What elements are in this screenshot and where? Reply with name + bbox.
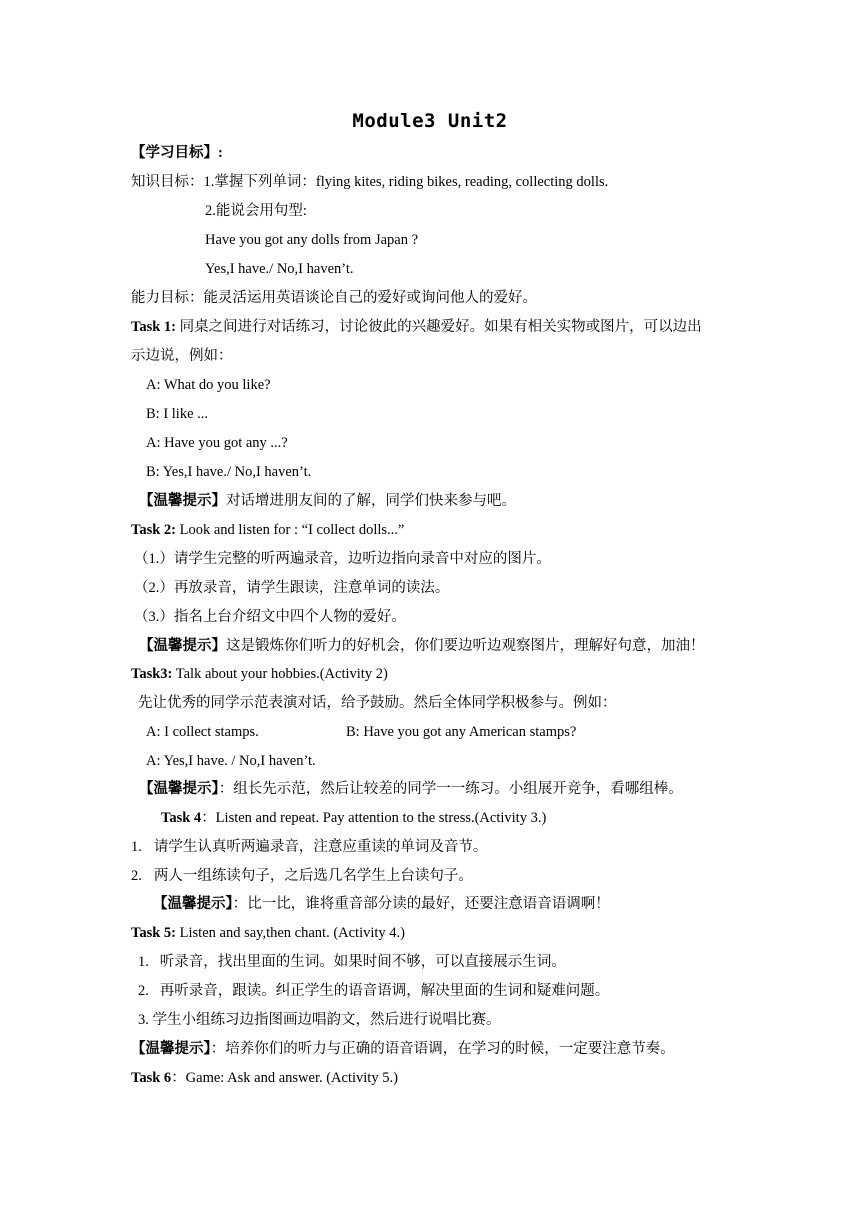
task4-label: Task 4 bbox=[161, 810, 202, 826]
knowledge-label: 知识目标： bbox=[131, 174, 204, 190]
step-text: 两人一组练读句子，之后选几名学生上台读句子。 bbox=[153, 868, 473, 884]
task5-step: 2. 再听录音，跟读。纠正学生的语音语调，解决里面的生词和疑难问题。 bbox=[138, 983, 610, 999]
tip-label: 【温馨提示】 bbox=[139, 638, 226, 654]
ability-objective: 能力目标：能灵活运用英语谈论自己的爱好或询问他人的爱好。 bbox=[131, 290, 537, 306]
tip-text: ：培养你们的听力与正确的语音语调，在学习的时候，一定要注意节奏。 bbox=[210, 1041, 675, 1057]
task2-label: Task 2: bbox=[131, 522, 177, 538]
task1-dialog-line: A: What do you like? bbox=[146, 377, 271, 393]
task2-step: （1.）请学生完整的听两遍录音，边听边指向录音中对应的图片。 bbox=[134, 551, 551, 567]
task2-step: （3.）指名上台介绍文中四个人物的爱好。 bbox=[134, 609, 406, 625]
task4-tip bbox=[153, 894, 610, 914]
task2-tip bbox=[139, 636, 705, 656]
sentence-2: Yes,I have./ No,I haven’t. bbox=[205, 261, 354, 277]
task3-dialog-a1: A: I collect stamps. bbox=[146, 724, 259, 740]
sentence-1: Have you got any dolls from Japan ? bbox=[205, 232, 419, 248]
objectives-heading: 【学习目标】: bbox=[131, 145, 223, 161]
task1-dialog-line: B: Yes,I have./ No,I haven’t. bbox=[146, 464, 312, 480]
task1-dialog-line: A: Have you got any ...? bbox=[146, 435, 288, 451]
task5-line bbox=[131, 923, 405, 943]
tip-text: ：组长先示范，然后让较差的同学一一练习。小组展开竞争，看哪组棒。 bbox=[218, 781, 683, 797]
task5-label: Task 5: bbox=[131, 925, 177, 941]
task3-label: Task3: bbox=[131, 666, 173, 682]
task1-tip bbox=[139, 491, 516, 511]
tip-label: 【温馨提示】 bbox=[153, 896, 233, 912]
page-title: Module3 Unit2 bbox=[352, 110, 508, 132]
task3-text: Talk about your hobbies.(Activity 2) bbox=[172, 666, 388, 682]
task4-step bbox=[131, 866, 473, 886]
step-number: 1. bbox=[131, 839, 142, 855]
knowledge-item-1: 1.掌握下列单词：flying kites, riding bikes, reading, collecting dolls. bbox=[203, 174, 609, 190]
step-number: 2. bbox=[131, 868, 142, 884]
task5-tip bbox=[131, 1039, 675, 1059]
task2-line bbox=[131, 520, 404, 540]
tip-label: 【温馨提示】 bbox=[139, 781, 219, 797]
task3-dialog-a2: A: Yes,I have. / No,I haven’t. bbox=[146, 753, 316, 769]
tip-text: 对话增进朋友间的了解，同学们快来参与吧。 bbox=[226, 493, 516, 509]
task3-tip bbox=[139, 779, 683, 799]
tip-text: ：比一比，谁将重音部分读的最好，还要注意语音语调啊！ bbox=[232, 896, 610, 912]
task4-text: ：Listen and repeat. Pay attention to the stress.(Activity 3.) bbox=[201, 810, 547, 826]
task5-step: 1. 听录音，找出里面的生词。如果时间不够，可以直接展示生词。 bbox=[138, 954, 566, 970]
task1-text: 同桌之间进行对话练习，讨论彼此的兴趣爱好。如果有相关实物或图片，可以边出 bbox=[176, 319, 702, 335]
task1-line bbox=[131, 317, 702, 337]
task1-dialog-line: B: I like ... bbox=[146, 406, 209, 422]
task6-text: ：Game: Ask and answer. (Activity 5.) bbox=[171, 1070, 398, 1086]
task4-step bbox=[131, 837, 487, 857]
task2-step: （2.）再放录音，请学生跟读，注意单词的读法。 bbox=[134, 580, 450, 596]
task6-line bbox=[131, 1068, 398, 1088]
task2-text: Look and listen for : “I collect dolls...” bbox=[176, 522, 405, 538]
task5-text: Listen and say,then chant. (Activity 4.) bbox=[176, 925, 405, 941]
task6-label: Task 6 bbox=[131, 1070, 172, 1086]
task3-dialog-b1: B: Have you got any American stamps? bbox=[346, 724, 577, 740]
task1-text-cont: 示边说，例如： bbox=[131, 348, 233, 364]
task1-label: Task 1: bbox=[131, 319, 177, 335]
knowledge-item-2: 2.能说会用句型: bbox=[205, 203, 307, 219]
tip-text: 这是锻炼你们听力的好机会，你们要边听边观察图片，理解好句意，加油！ bbox=[226, 638, 705, 654]
task3-intro: 先让优秀的同学示范表演对话，给予鼓励。然后全体同学积极参与。例如： bbox=[138, 695, 617, 711]
task4-line bbox=[161, 808, 546, 828]
step-text: 请学生认真听两遍录音，注意应重读的单词及音节。 bbox=[153, 839, 488, 855]
tip-label: 【温馨提示】 bbox=[139, 493, 226, 509]
task5-step: 3. 学生小组练习边指图画边唱韵文，然后进行说唱比赛。 bbox=[138, 1012, 501, 1028]
task3-line bbox=[131, 664, 388, 684]
knowledge-objective bbox=[131, 172, 608, 192]
tip-label: 【温馨提示】 bbox=[131, 1041, 211, 1057]
